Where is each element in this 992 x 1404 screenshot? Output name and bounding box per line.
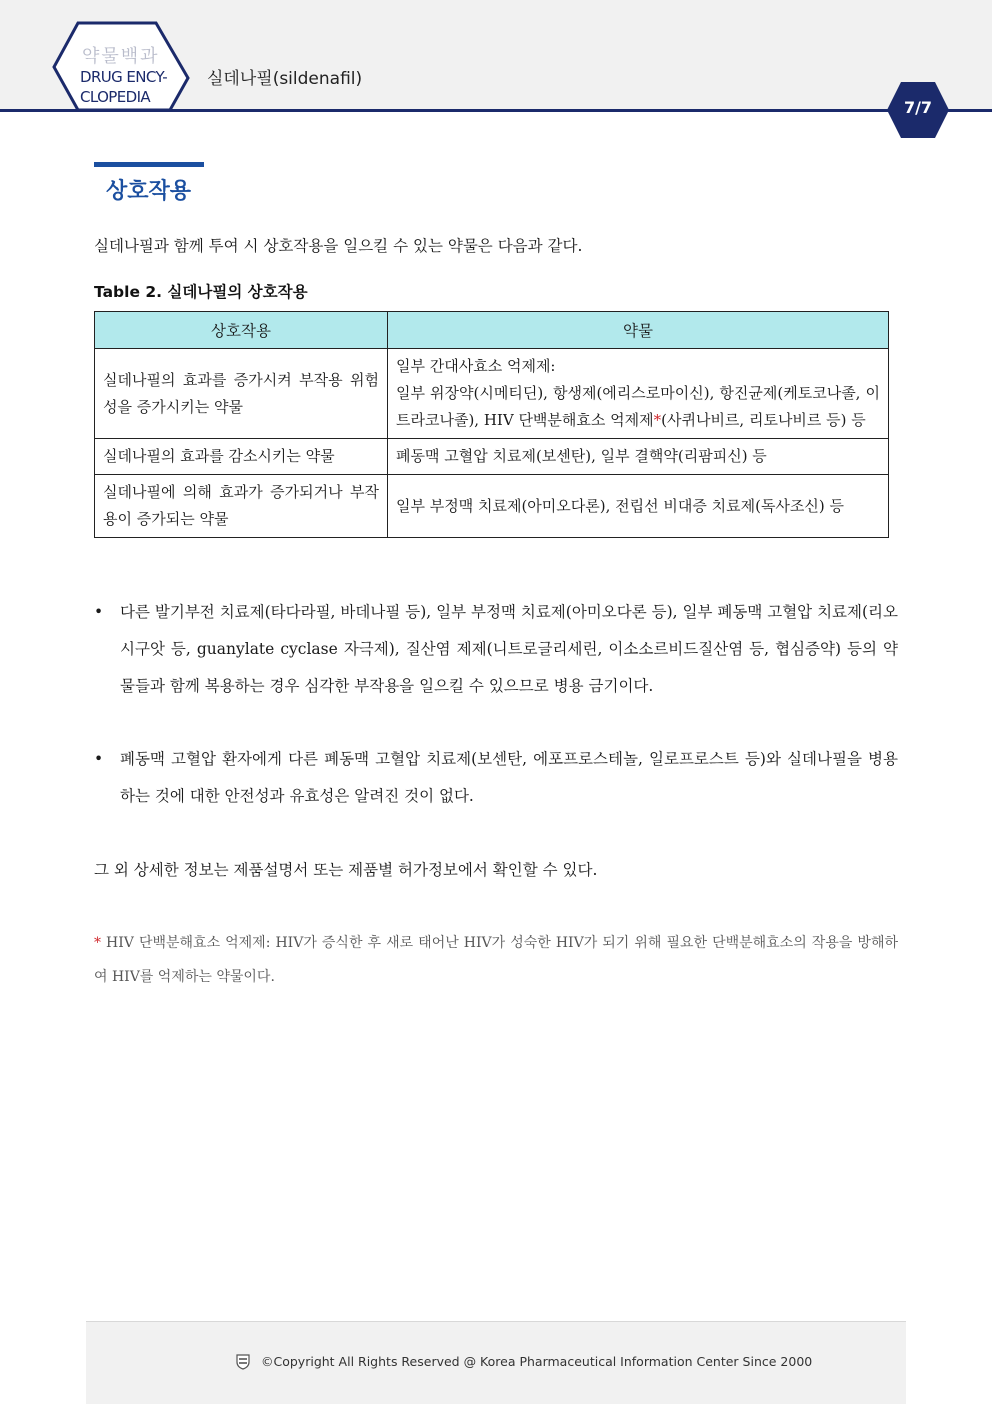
- bullet-list: [94, 594, 898, 851]
- section-accent-bar: [94, 162, 204, 167]
- table-cell-interaction: 실데나필에 의해 효과가 증가되거나 부작용이 증가되는 약물: [95, 475, 388, 538]
- section-title: 상호작용: [106, 179, 192, 204]
- shield-logo-icon: [236, 1354, 250, 1370]
- table-caption: Table 2. 실데나필의 상호작용: [94, 283, 308, 301]
- page-number: 7/7: [903, 98, 933, 117]
- table-header-drugs: 약물: [388, 312, 889, 349]
- table-cell-drugs: 일부 부정맥 치료제(아미오다론), 전립선 비대증 치료제(독사조신) 등: [388, 475, 889, 538]
- bullet-icon: •: [94, 603, 104, 621]
- drugs-line2a: 일부 위장약(시메티딘), 항생제(에리스로마이신), 항진균제(케토코나졸, 이트라코나졸), HIV 단백분해효소 억제제: [396, 384, 880, 429]
- table-header-interaction: 상호작용: [95, 312, 388, 349]
- bullet-icon: •: [94, 750, 104, 768]
- interaction-table: [94, 311, 889, 538]
- copyright-text: ©Copyright All Rights Reserved @ Korea Pharmaceutical Information Center Since 2000: [261, 1354, 813, 1369]
- table-row: [95, 439, 889, 475]
- bullet-text: 다른 발기부전 치료제(타다라필, 바데나필 등), 일부 부정맥 치료제(아미오다론 등), 일부 폐동맥 고혈압 치료제(리오시구앗 등, guanylate cyclase 자극제), 질산염 제제(니트로글리세린, 이소소르비드질산염 등, 협심증약) 등의 약물들과 함께 복용하는 경우 심각한 부작용을 일으킬 수 있으므로 병용 금기이다.: [120, 603, 898, 695]
- table-row: [95, 349, 889, 439]
- table-cell-drugs: 폐동맥 고혈압 치료제(보센탄), 일부 결핵약(리팜피신) 등: [388, 439, 889, 475]
- table-cell-interaction: 실데나필의 효과를 증가시켜 부작용 위험성을 증가시키는 약물: [95, 349, 388, 439]
- drugs-line1: 일부 간대사효소 억제제:: [396, 357, 556, 375]
- footnote: [94, 926, 898, 994]
- table-row: [95, 475, 889, 538]
- logo-english-line2: CLOPEDIA: [80, 88, 151, 106]
- table-cell-drugs: [388, 349, 889, 439]
- footnote-text: HIV 단백분해효소 억제제: HIV가 증식한 후 새로 태어난 HIV가 성숙한 HIV가 되기 위해 필요한 단백분해효소의 작용을 방해하여 HIV를 억제하는 약물이다.: [94, 935, 898, 985]
- table-header-row: [95, 312, 889, 349]
- footnote-marker: *: [94, 935, 101, 951]
- intro-paragraph: 실데나필과 함께 투여 시 상호작용을 일으킬 수 있는 약물은 다음과 같다.: [94, 237, 583, 255]
- logo-korean: 약물백과: [82, 46, 160, 67]
- bullet-text: 폐동맥 고혈압 환자에게 다른 폐동맥 고혈압 치료제(보센탄, 에포프로스테놀, 일로프로스트 등)와 실데나필을 병용하는 것에 대한 안전성과 유효성은 알려진 것이 없다.: [120, 750, 898, 805]
- closing-paragraph: 그 외 상세한 정보는 제품설명서 또는 제품별 허가정보에서 확인할 수 있다.: [94, 861, 598, 879]
- list-item: [94, 594, 898, 705]
- drugs-line2b: (사퀴나비르, 리토나비르 등) 등: [661, 411, 866, 429]
- footnote-marker: *: [653, 411, 662, 429]
- list-item: [94, 741, 898, 815]
- logo-english-line1: DRUG ENCY-: [80, 68, 168, 86]
- table-cell-interaction: 실데나필의 효과를 감소시키는 약물: [95, 439, 388, 475]
- document-title: 실데나필(sildenafil): [207, 69, 363, 89]
